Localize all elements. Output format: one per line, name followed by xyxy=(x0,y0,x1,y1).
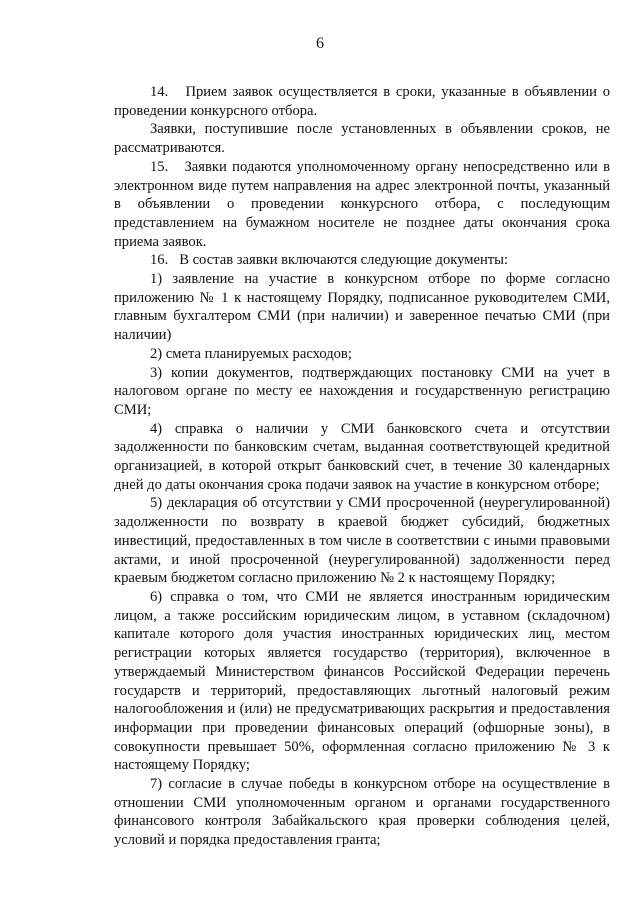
page-number: 6 xyxy=(316,35,324,52)
list-item-7: 7) согласие в случае победы в конкурсном отборе на осуществление в отношении СМИ уполномоченным органом и органами государственного финансового контроля Забайкальского края проверки соблюдения целей, условий и порядка предоставления гранта; xyxy=(114,776,610,849)
list-item-3: 3) копии документов, подтверждающих постановку СМИ на учет в налоговом органе по месту ее нахождения и государственную регистрацию СМИ; xyxy=(114,364,610,418)
paragraph-16: 16. В состав заявки включаются следующие документы: xyxy=(150,252,508,269)
paragraph-14-note: Заявки, поступившие после установленных в объявлении сроков, не рассматриваются. xyxy=(114,121,610,157)
list-item-2: 2) смета планируемых расходов; xyxy=(150,345,352,362)
list-item-1: 1) заявление на участие в конкурсном отборе по форме согласно приложению № 1 к настоящему Порядку, подписанное руководителем СМИ, главным бухгалтером СМИ (при наличии) и заверенное печатью СМИ (при наличии) xyxy=(114,271,610,344)
paragraph-15: 15. Заявки подаются уполномоченному органу непосредственно или в электронном виде путем направления на адрес электронной почты, указанный в объявлении о проведении конкурсного отбора, с последующим представлением на бумажном носителе не позднее даты окончания срока приема заявок. xyxy=(114,158,610,250)
document-body xyxy=(114,83,610,850)
list-item-5: 5) декларация об отсутствии у СМИ просроченной (неурегулированной) задолженности по возврату в краевой бюджет субсидий, бюджетных инвестиций, предоставленных в том числе в соответствии с иными правовыми актами, и иной просроченной (неурегулированной) задолженности перед краевым бюджетом согласно приложению № 2 к настоящему Порядку; xyxy=(114,495,610,587)
list-item-4: 4) справка о наличии у СМИ банковского счета и отсутствии задолженности по банковским счетам, выданная соответствующей кредитной организацией, в которой открыт банковский счет, в течение 30 календарных дней до даты окончания срока подачи заявок на участие в конкурсном отборе; xyxy=(114,420,610,493)
paragraph-14: 14. Прием заявок осуществляется в сроки, указанные в объявлении о проведении конкурсного отбора. xyxy=(114,84,610,119)
list-item-6: 6) справка о том, что СМИ не является иностранным юридическим лицом, а также российским юридическим лицом, в уставном (складочном) капитале которого доля участия иностранных юридических лиц, местом регистрации которых является государство (территория), включенное в утверждаемый Министерством финансов Российской Федерации перечень государств и территорий, предоставляющих льготный налоговый режим налогообложения и (или) не предусматривающих раскрытия и предоставления информации при проведении финансовых операций (офшорные зоны), в совокупности превышает 50%, оформленная согласно приложению № 3 к настоящему Порядку; xyxy=(114,588,610,774)
